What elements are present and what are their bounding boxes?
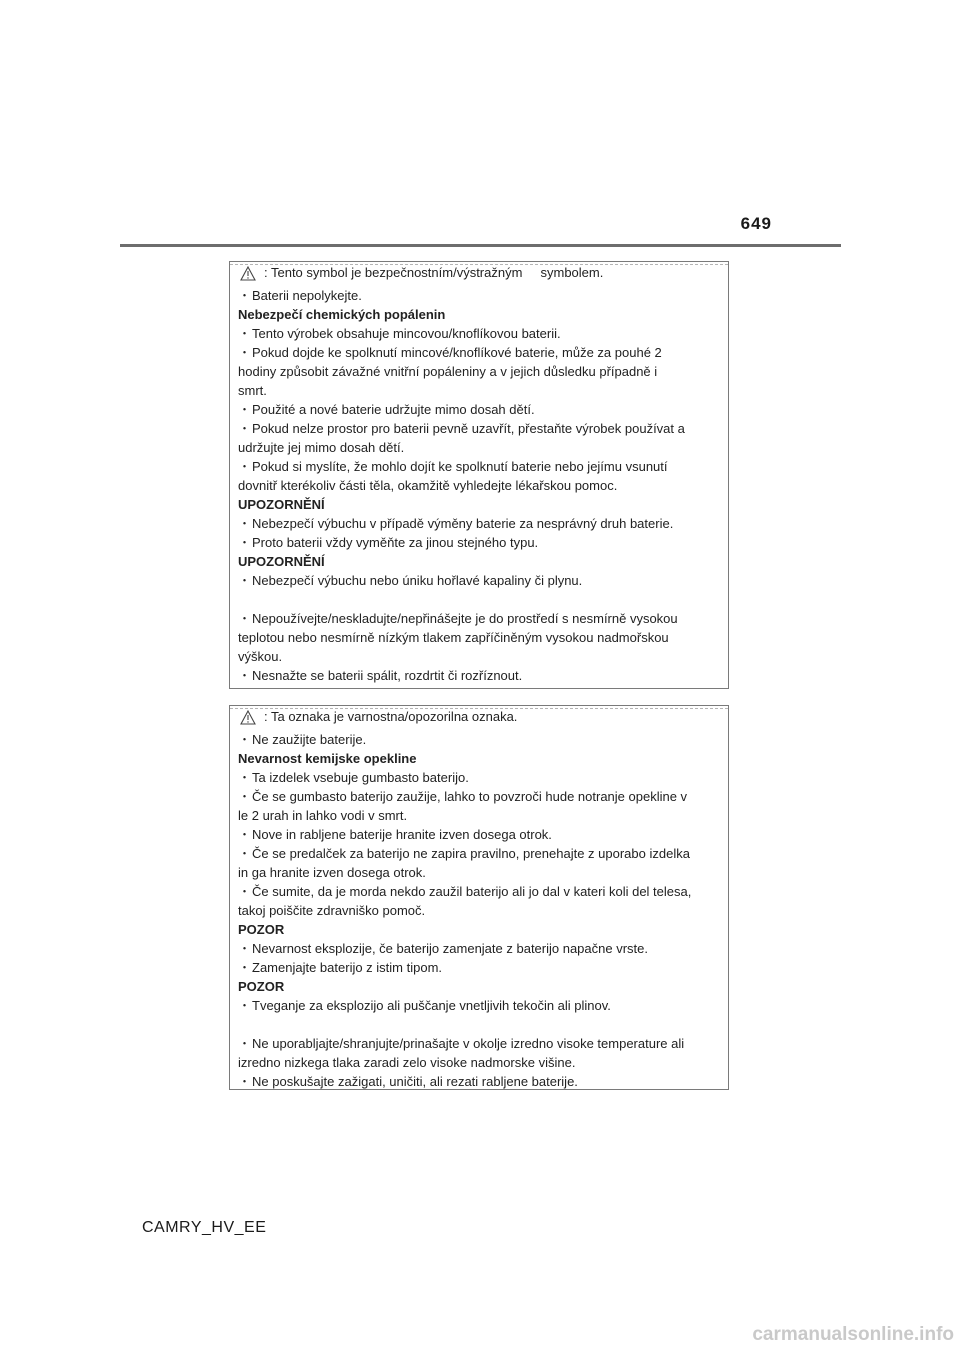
list-item: ・Nove in rabljene baterije hranite izven dosega otrok. bbox=[238, 827, 552, 842]
section-heading: UPOZORNĚNÍ bbox=[238, 497, 325, 512]
section-heading: POZOR bbox=[238, 979, 285, 994]
list-item: ・Ne zaužijte baterije. bbox=[238, 732, 367, 747]
list-item: ・Nebezpečí výbuchu v případě výměny baterie za nesprávný druh baterie. bbox=[238, 516, 674, 531]
list-item-continuation: takoj poiščite zdravniško pomoč. bbox=[238, 903, 426, 918]
list-item: ・Če sumite, da je morda nekdo zaužil baterijo ali jo dal v kateri koli del telesa, bbox=[238, 884, 692, 899]
list-item: ・Pokud dojde ke spolknutí mincové/knoflíkové baterie, může za pouhé 2 bbox=[238, 345, 662, 360]
list-item: ・Nevarnost eksplozije, če baterijo zamenjate z baterijo napačne vrste. bbox=[238, 941, 649, 956]
list-item-continuation: izredno nizkega tlaka zaradi zelo visoke nadmorske višine. bbox=[238, 1055, 576, 1070]
list-item: ・Proto baterii vždy vyměňte za jinou stejného typu. bbox=[238, 535, 539, 550]
section-heading: Nevarnost kemijske opekline bbox=[238, 751, 417, 766]
spacer bbox=[238, 590, 722, 609]
list-item: ・Če se predalček za baterijo ne zapira pravilno, prenehajte z uporabo izdelka bbox=[238, 846, 690, 861]
list-item: ・Pokud si myslíte, že mohlo dojít ke spolknutí baterie nebo jejímu vsunutí bbox=[238, 459, 668, 474]
list-item: ・Zamenjajte baterijo z istim tipom. bbox=[238, 960, 443, 975]
list-item-continuation: hodiny způsobit závažné vnitřní popáleniny a v jejich důsledku případně i bbox=[238, 364, 658, 379]
list-item: ・Če se gumbasto baterijo zaužije, lahko to povzroči hude notranje opekline v bbox=[238, 789, 688, 804]
footer-model-code: CAMRY_HV_EE bbox=[142, 1219, 267, 1236]
list-item-continuation: udržujte jej mimo dosah dětí. bbox=[238, 440, 405, 455]
warning-box-slovene bbox=[229, 705, 729, 1090]
list-item: ・Nepoužívejte/neskladujte/nepřinášejte je do prostředí s nesmírně vysokou bbox=[238, 611, 678, 626]
spacer bbox=[238, 1015, 722, 1034]
list-item-continuation: dovnitř kterékoliv části těla, okamžitě vyhledejte lékařskou pomoc. bbox=[238, 478, 618, 493]
list-item: ・Nebezpečí výbuchu nebo úniku hořlavé kapaliny či plynu. bbox=[238, 573, 583, 588]
warning-triangle-icon bbox=[240, 266, 256, 286]
list-item: ・Použité a nové baterie udržujte mimo dosah dětí. bbox=[238, 402, 535, 417]
list-item-continuation: výškou. bbox=[238, 649, 283, 664]
page-number: 649 bbox=[740, 214, 772, 233]
list-item-continuation: in ga hranite izven dosega otrok. bbox=[238, 865, 426, 880]
list-item: ・Ne uporabljajte/shranjujte/prinašajte v okolje izredno visoke temperature ali bbox=[238, 1036, 685, 1051]
list-item-continuation: le 2 urah in lahko vodi v smrt. bbox=[238, 808, 408, 823]
list-item: ・Ta izdelek vsebuje gumbasto baterijo. bbox=[238, 770, 469, 785]
section-heading: POZOR bbox=[238, 922, 285, 937]
list-item: ・Baterii nepolykejte. bbox=[238, 288, 362, 303]
section-heading: UPOZORNĚNÍ bbox=[238, 554, 325, 569]
symbol-description: : Ta oznaka je varnostna/opozorilna oznaka. bbox=[264, 709, 518, 724]
list-item: ・Tveganje za eksplozijo ali puščanje vnetljivih tekočin ali plinov. bbox=[238, 998, 611, 1013]
list-item: ・Tento výrobek obsahuje mincovou/knoflíkovou baterii. bbox=[238, 326, 561, 341]
symbol-line bbox=[238, 263, 722, 286]
warning-triangle-icon bbox=[240, 710, 256, 730]
warning-box-czech bbox=[229, 261, 729, 689]
list-item: ・Pokud nelze prostor pro baterii pevně uzavřít, přestaňte výrobek používat a bbox=[238, 421, 685, 436]
symbol-description: : Tento symbol je bezpečnostním/výstražným symbolem. bbox=[264, 265, 604, 280]
symbol-line bbox=[238, 707, 722, 730]
list-item: ・Nesnažte se baterii spálit, rozdrtit či rozříznout. bbox=[238, 668, 523, 683]
list-item: ・Ne poskušajte zažigati, uničiti, ali rezati rabljene baterije. bbox=[238, 1074, 578, 1089]
list-item-continuation: smrt. bbox=[238, 383, 267, 398]
watermark: carmanualsonline.info bbox=[752, 1324, 954, 1345]
section-heading: Nebezpečí chemických popálenin bbox=[238, 307, 446, 322]
header-rule bbox=[120, 244, 841, 247]
list-item-continuation: teplotou nebo nesmírně nízkým tlakem zapříčiněným vysokou nadmořskou bbox=[238, 630, 669, 645]
